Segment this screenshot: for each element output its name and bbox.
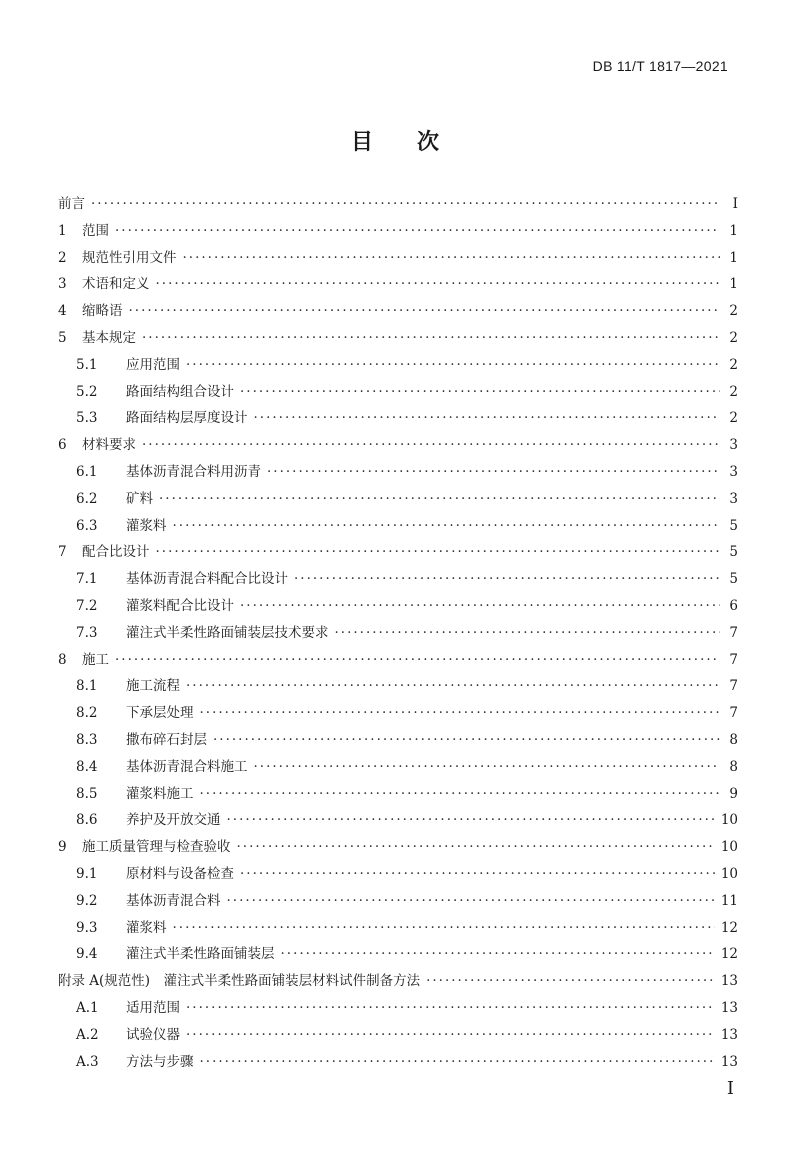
toc-entry-label: 材料要求 [82, 437, 136, 454]
toc-entry-page: 12 [720, 946, 738, 963]
toc-entry-page: 7 [729, 705, 738, 722]
toc-entry-label: 施工 [82, 651, 109, 668]
toc-leader-dots [173, 518, 721, 534]
toc-entry[interactable] [58, 701, 738, 728]
toc-entry[interactable] [58, 567, 738, 594]
toc-leader-dots [173, 920, 715, 936]
toc-entry-label: 灌浆料 [126, 919, 167, 936]
toc-entry-label: 规范性引用文件 [82, 249, 177, 266]
toc-entry-page: 13 [720, 1026, 738, 1043]
toc-entry[interactable] [58, 246, 738, 273]
toc-entry-page: 9 [729, 785, 738, 802]
toc-entry-label: 试验仪器 [126, 1026, 180, 1043]
toc-entry-number: A.2 [76, 1026, 99, 1043]
toc-leader-dots [240, 384, 720, 400]
toc-leader-dots [426, 973, 715, 989]
toc-entry-page: 2 [729, 356, 738, 373]
toc-leader-dots [186, 357, 720, 373]
toc-entry-number: 4 [58, 303, 67, 320]
toc-leader-dots [186, 1027, 715, 1043]
toc-entry[interactable] [58, 326, 738, 353]
toc-entry[interactable] [58, 916, 738, 943]
toc-entry-label: 适用范围 [126, 999, 180, 1016]
page-title: 目 次 [350, 130, 439, 155]
toc-entry[interactable] [58, 969, 738, 996]
toc-entry[interactable] [58, 594, 738, 621]
toc-entry-number: A.3 [76, 1053, 99, 1070]
toc-leader-dots [186, 1000, 715, 1016]
toc-leader-dots [200, 705, 721, 721]
toc-entry-label: 灌浆料施工 [126, 785, 194, 802]
toc-entry-label: 基体沥青混合料施工 [126, 758, 248, 775]
toc-entry[interactable] [58, 1050, 738, 1077]
toc-entry-number: A.1 [76, 999, 99, 1016]
toc-entry-number: 9 [58, 839, 67, 856]
toc-entry-number: 8.4 [76, 758, 98, 775]
toc-entry[interactable] [58, 272, 738, 299]
toc-leader-dots [200, 1054, 715, 1070]
toc-entry-page: 3 [729, 490, 738, 507]
toc-entry-page: 5 [729, 517, 738, 534]
toc-leader-dots [227, 812, 715, 828]
document-code: DB 11/T 1817—2021 [592, 58, 728, 74]
toc-entry-label: 基体沥青混合料配合比设计 [126, 571, 288, 588]
toc-leader-dots [281, 946, 715, 962]
toc-entry-page: I [732, 196, 738, 212]
toc-entry[interactable] [58, 648, 738, 675]
toc-entry-label: 灌浆料配合比设计 [126, 597, 234, 614]
toc-entry-page: 7 [729, 624, 738, 641]
toc-leader-dots [142, 437, 720, 453]
toc-entry[interactable] [58, 996, 738, 1023]
toc-entry-page: 13 [720, 973, 738, 990]
toc-entry-number: 9.4 [76, 946, 98, 963]
toc-leader-dots [156, 544, 721, 560]
toc-leader-dots [267, 464, 720, 480]
toc-entry-page: 13 [720, 1053, 738, 1070]
toc-entry-label: 应用范围 [126, 356, 180, 373]
toc-entry-page: 10 [720, 839, 738, 856]
toc-entry-label: 路面结构组合设计 [126, 383, 234, 400]
toc-entry-label: 灌注式半柔性路面铺装层 [126, 946, 275, 963]
toc-leader-dots [200, 786, 721, 802]
toc-entry-page: 5 [729, 571, 738, 588]
toc-leader-dots [294, 571, 720, 587]
toc-entry-label: 基体沥青混合料 [126, 892, 221, 909]
toc-entry[interactable] [58, 728, 738, 755]
toc-entry-number: 8.5 [76, 785, 98, 802]
toc-entry-number: 5.3 [76, 410, 98, 427]
toc-entry-label: 养护及开放交通 [126, 812, 221, 829]
toc-leader-dots [159, 491, 720, 507]
toc-leader-dots [115, 223, 720, 239]
toc-entry-number: 8.6 [76, 812, 98, 829]
toc-entry[interactable] [58, 406, 738, 433]
toc-entry[interactable] [58, 862, 738, 889]
toc-entry-number: 2 [58, 249, 67, 266]
toc-entry-number: 8.1 [76, 678, 98, 695]
toc-entry[interactable] [58, 942, 738, 969]
toc-entry[interactable] [58, 1023, 738, 1050]
toc-entry-label: 路面结构层厚度设计 [126, 410, 248, 427]
toc-entry-label: 缩略语 [82, 303, 123, 320]
toc-leader-dots [213, 732, 720, 748]
toc-entry-number: 1 [58, 222, 67, 239]
toc-entry-label: 基体沥青混合料用沥青 [126, 463, 261, 480]
toc-entry-page: 2 [729, 410, 738, 427]
toc-leader-dots [254, 410, 721, 426]
toc-entry-label: 原材料与设备检查 [126, 865, 234, 882]
toc-leader-dots [129, 303, 721, 319]
toc-entry-number: 8.2 [76, 705, 98, 722]
toc-entry[interactable] [58, 380, 738, 407]
toc-entry-number: 9.3 [76, 919, 98, 936]
toc-entry-number: 8 [58, 651, 67, 668]
toc-leader-dots [91, 196, 720, 212]
toc-entry-number: 8.3 [76, 731, 98, 748]
toc-entry[interactable] [58, 460, 738, 487]
toc-entry[interactable] [58, 674, 738, 701]
toc-leader-dots [186, 678, 720, 694]
toc-entry-page: 13 [720, 999, 738, 1016]
toc-entry-label: 灌注式半柔性路面铺装层技术要求 [126, 624, 329, 641]
toc-leader-dots [227, 893, 715, 909]
toc-entry-label: 撒布碎石封层 [126, 731, 207, 748]
toc-entry-label: 前言 [58, 196, 85, 212]
toc-entry-page: 8 [729, 758, 738, 775]
toc-entry-page: 3 [729, 463, 738, 480]
toc-entry-page: 10 [720, 812, 738, 829]
toc-entry-number: 5.2 [76, 383, 98, 400]
toc-entry-page: 7 [729, 678, 738, 695]
toc-entry-page: 1 [729, 222, 738, 239]
toc-entry-page: 1 [729, 249, 738, 266]
toc-entry-page: 6 [729, 597, 738, 614]
toc-leader-dots [240, 866, 715, 882]
toc-entry-label: 下承层处理 [126, 705, 194, 722]
toc-entry-label: 基本规定 [82, 329, 136, 346]
toc-entry-label: 附录 A(规范性) 灌注式半柔性路面铺装层材料试件制备方法 [58, 973, 421, 990]
toc-entry-page: 2 [729, 383, 738, 400]
table-of-contents [58, 192, 738, 1076]
toc-entry-number: 5.1 [76, 356, 98, 373]
toc-entry-number: 7.2 [76, 597, 98, 614]
toc-entry-label: 施工流程 [126, 678, 180, 695]
toc-entry-number: 6.1 [76, 463, 98, 480]
toc-entry[interactable] [58, 299, 738, 326]
toc-leader-dots [156, 276, 721, 292]
toc-entry[interactable] [58, 808, 738, 835]
toc-entry[interactable] [58, 755, 738, 782]
toc-entry-page: 5 [729, 544, 738, 561]
toc-entry[interactable] [58, 433, 738, 460]
toc-entry-number: 9.2 [76, 892, 98, 909]
toc-entry[interactable] [58, 219, 738, 246]
toc-entry-label: 范围 [82, 222, 109, 239]
toc-entry-page: 11 [720, 892, 738, 909]
toc-entry-page: 2 [729, 303, 738, 320]
toc-entry-label: 施工质量管理与检查验收 [82, 839, 231, 856]
toc-leader-dots [142, 330, 720, 346]
toc-entry-page: 12 [720, 919, 738, 936]
toc-entry-number: 7 [58, 544, 67, 561]
toc-entry-number: 3 [58, 276, 67, 293]
toc-leader-dots [237, 839, 715, 855]
toc-entry-number: 9.1 [76, 865, 98, 882]
toc-entry[interactable] [58, 889, 738, 916]
toc-entry-page: 2 [729, 329, 738, 346]
toc-entry[interactable] [58, 514, 738, 541]
toc-leader-dots [240, 598, 720, 614]
page-number: I [726, 1078, 734, 1099]
toc-entry[interactable] [58, 192, 738, 219]
toc-leader-dots [254, 759, 721, 775]
toc-entry-label: 方法与步骤 [126, 1053, 194, 1070]
toc-entry-page: 7 [729, 651, 738, 668]
toc-entry-number: 6.3 [76, 517, 98, 534]
toc-entry-number: 5 [58, 329, 67, 346]
toc-entry-label: 灌浆料 [126, 517, 167, 534]
toc-entry-page: 8 [729, 731, 738, 748]
toc-entry[interactable] [58, 540, 738, 567]
toc-leader-dots [115, 652, 720, 668]
toc-entry-number: 7.3 [76, 624, 98, 641]
toc-entry-number: 7.1 [76, 571, 98, 588]
toc-entry-number: 6.2 [76, 490, 98, 507]
toc-entry-number: 6 [58, 437, 67, 454]
toc-entry-page: 3 [729, 437, 738, 454]
toc-entry-label: 矿料 [126, 490, 153, 507]
toc-entry-page: 1 [729, 276, 738, 293]
toc-entry-page: 10 [720, 865, 738, 882]
toc-leader-dots [335, 625, 721, 641]
toc-entry[interactable] [58, 487, 738, 514]
toc-entry[interactable] [58, 782, 738, 809]
toc-entry-label: 配合比设计 [82, 544, 150, 561]
toc-entry[interactable] [58, 835, 738, 862]
toc-entry[interactable] [58, 621, 738, 648]
toc-entry-label: 术语和定义 [82, 276, 150, 293]
toc-entry[interactable] [58, 353, 738, 380]
toc-leader-dots [183, 250, 721, 266]
